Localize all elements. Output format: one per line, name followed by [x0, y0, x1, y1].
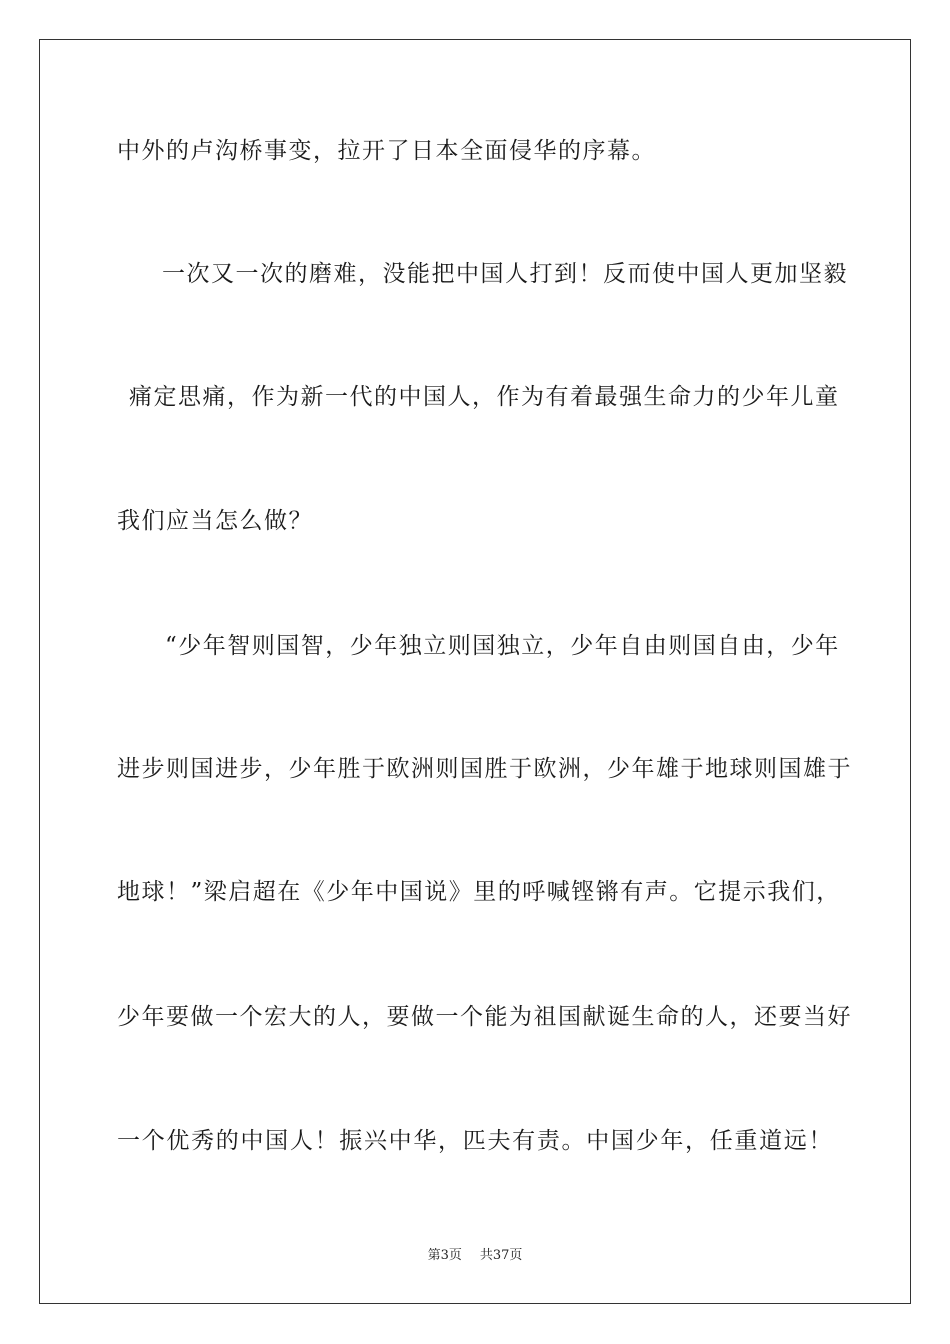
- page-total: 共37页: [479, 1248, 523, 1263]
- page-footer: [0, 1248, 950, 1264]
- page-number: 第3页: [427, 1248, 462, 1263]
- paragraph-line: 地球！”梁启超在《少年中国说》里的呼喊铿锵有声。它提示我们，: [117, 879, 841, 905]
- page-border: [39, 39, 911, 1304]
- paragraph-line: 少年要做一个宏大的人，要做一个能为祖国献诞生命的人，还要当好: [117, 1004, 852, 1030]
- paragraph-line: “少年智则国智，少年独立则国独立，少年自由则国自由，少年: [165, 633, 840, 659]
- paragraph-line: 一个优秀的中国人！振兴中华，匹夫有责。中国少年，任重道远！: [117, 1128, 833, 1154]
- paragraph-line: 我们应当怎么做？: [117, 508, 313, 534]
- paragraph-line: 一次又一次的磨难，没能把中国人打到！反而使中国人更加坚毅: [162, 261, 848, 287]
- paragraph-line: 中外的卢沟桥事变，拉开了日本全面侵华的序幕。: [117, 138, 656, 164]
- paragraph-line: 痛定思痛，作为新一代的中国人，作为有着最强生命力的少年儿童: [129, 384, 840, 410]
- paragraph-line: 进步则国进步，少年胜于欧洲则国胜于欧洲，少年雄于地球则国雄于: [117, 756, 852, 782]
